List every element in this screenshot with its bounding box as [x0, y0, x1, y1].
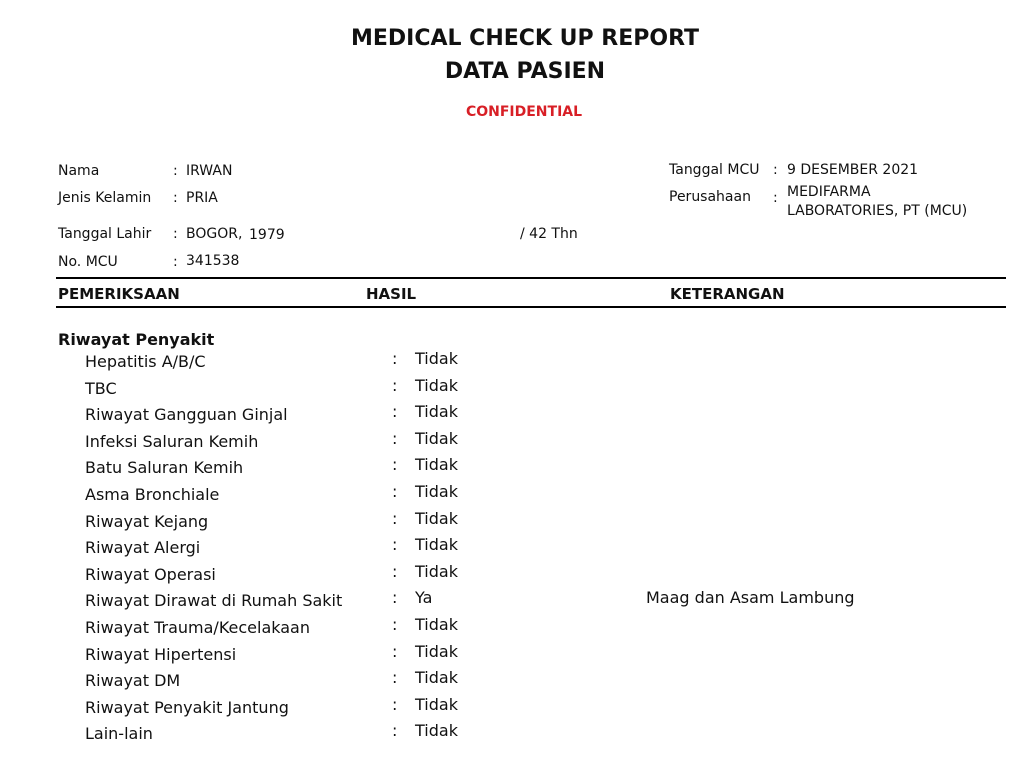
- exam-label: Riwayat Dirawat di Rumah Sakit: [85, 591, 343, 611]
- list-item: [0, 695, 1024, 722]
- list-item: [0, 429, 1024, 456]
- perusahaan-value-line2: LABORATORIES, PT (MCU): [787, 203, 968, 219]
- history-list: [0, 349, 1024, 748]
- tahun-lahir-value: 1979: [249, 227, 285, 243]
- confidential-label: CONFIDENTIAL: [465, 104, 583, 120]
- tempat-lahir-value: BOGOR,: [186, 226, 243, 242]
- exam-colon: :: [392, 375, 398, 395]
- tanggal-mcu-colon: :: [773, 162, 778, 178]
- exam-colon: :: [392, 561, 398, 581]
- section-title-riwayat-penyakit: Riwayat Penyakit: [58, 330, 215, 349]
- exam-colon: :: [392, 455, 398, 475]
- jenis-kelamin-colon: :: [173, 190, 178, 206]
- exam-result: Tidak: [415, 641, 458, 661]
- list-item: [0, 349, 1024, 376]
- exam-colon: :: [392, 508, 398, 528]
- col-header-keterangan: KETERANGAN: [670, 285, 785, 303]
- exam-label: Riwayat Hipertensi: [85, 644, 237, 664]
- exam-label: Hepatitis A/B/C: [85, 352, 206, 371]
- exam-result: Tidak: [415, 455, 458, 475]
- exam-colon: :: [392, 481, 398, 501]
- exam-colon: :: [392, 721, 398, 741]
- exam-label: Lain-lain: [85, 724, 153, 744]
- exam-label: Riwayat Gangguan Ginjal: [85, 405, 288, 425]
- jenis-kelamin-value: PRIA: [186, 190, 218, 206]
- exam-colon: :: [392, 349, 398, 368]
- tanggal-lahir-colon: :: [173, 226, 178, 242]
- no-mcu-value: 341538: [186, 253, 240, 269]
- tanggal-lahir-label: Tanggal Lahir: [58, 226, 152, 242]
- exam-result: Tidak: [415, 375, 458, 395]
- jenis-kelamin-label: Jenis Kelamin: [58, 190, 152, 206]
- list-item: [0, 482, 1024, 509]
- list-item: [0, 402, 1024, 429]
- nama-label: Nama: [58, 163, 100, 179]
- exam-colon: :: [392, 402, 398, 422]
- nama-value: IRWAN: [186, 163, 233, 179]
- list-item: [0, 668, 1024, 695]
- exam-result: Tidak: [415, 402, 458, 422]
- exam-colon: :: [392, 694, 398, 714]
- perusahaan-value-line1: MEDIFARMA: [787, 184, 871, 200]
- exam-result: Ya: [415, 588, 433, 608]
- exam-result: Tidak: [415, 561, 458, 581]
- list-item: [0, 376, 1024, 403]
- umur-value: / 42 Thn: [520, 226, 578, 242]
- exam-colon: :: [392, 535, 398, 555]
- exam-result: Tidak: [415, 481, 458, 501]
- col-header-pemeriksaan: PEMERIKSAAN: [58, 285, 180, 303]
- list-item: [0, 509, 1024, 536]
- list-item: [0, 455, 1024, 482]
- list-item: [0, 721, 1024, 748]
- exam-colon: :: [392, 641, 398, 661]
- exam-result: Tidak: [415, 668, 458, 688]
- exam-label: Batu Saluran Kemih: [85, 458, 244, 478]
- exam-colon: :: [392, 614, 398, 634]
- exam-label: Infeksi Saluran Kemih: [85, 431, 259, 451]
- no-mcu-colon: :: [173, 254, 178, 270]
- list-item: [0, 642, 1024, 669]
- exam-label: Riwayat Alergi: [85, 538, 201, 558]
- exam-result: Tidak: [415, 721, 458, 741]
- tanggal-mcu-value: 9 DESEMBER 2021: [787, 162, 919, 178]
- exam-label: Riwayat DM: [85, 671, 181, 691]
- exam-colon: :: [392, 668, 398, 688]
- exam-label: Riwayat Penyakit Jantung: [85, 697, 289, 717]
- tanggal-mcu-label: Tanggal MCU: [669, 162, 760, 178]
- report-subtitle: DATA PASIEN: [444, 59, 606, 84]
- exam-label: Riwayat Operasi: [85, 564, 216, 584]
- exam-label: Riwayat Trauma/Kecelakaan: [85, 617, 310, 637]
- exam-label: Asma Bronchiale: [85, 484, 220, 504]
- col-header-hasil: HASIL: [366, 285, 417, 303]
- report-title: MEDICAL CHECK UP REPORT: [350, 26, 700, 51]
- no-mcu-label: No. MCU: [58, 254, 118, 270]
- exam-result: Tidak: [415, 349, 458, 368]
- exam-colon: :: [392, 588, 398, 608]
- list-item: [0, 562, 1024, 589]
- exam-note: Maag dan Asam Lambung: [646, 588, 855, 608]
- list-item: [0, 588, 1024, 615]
- list-item: [0, 535, 1024, 562]
- table-header-bottom-rule: [56, 306, 1006, 308]
- nama-colon: :: [173, 163, 178, 179]
- exam-result: Tidak: [415, 614, 458, 634]
- exam-colon: :: [392, 428, 398, 448]
- exam-result: Tidak: [415, 508, 458, 528]
- perusahaan-label: Perusahaan: [669, 189, 751, 205]
- exam-result: Tidak: [415, 694, 458, 714]
- exam-label: TBC: [85, 378, 117, 398]
- exam-result: Tidak: [415, 428, 458, 448]
- perusahaan-colon: :: [773, 190, 778, 206]
- list-item: [0, 615, 1024, 642]
- table-top-rule: [56, 277, 1006, 279]
- exam-result: Tidak: [415, 535, 458, 555]
- exam-label: Riwayat Kejang: [85, 511, 209, 531]
